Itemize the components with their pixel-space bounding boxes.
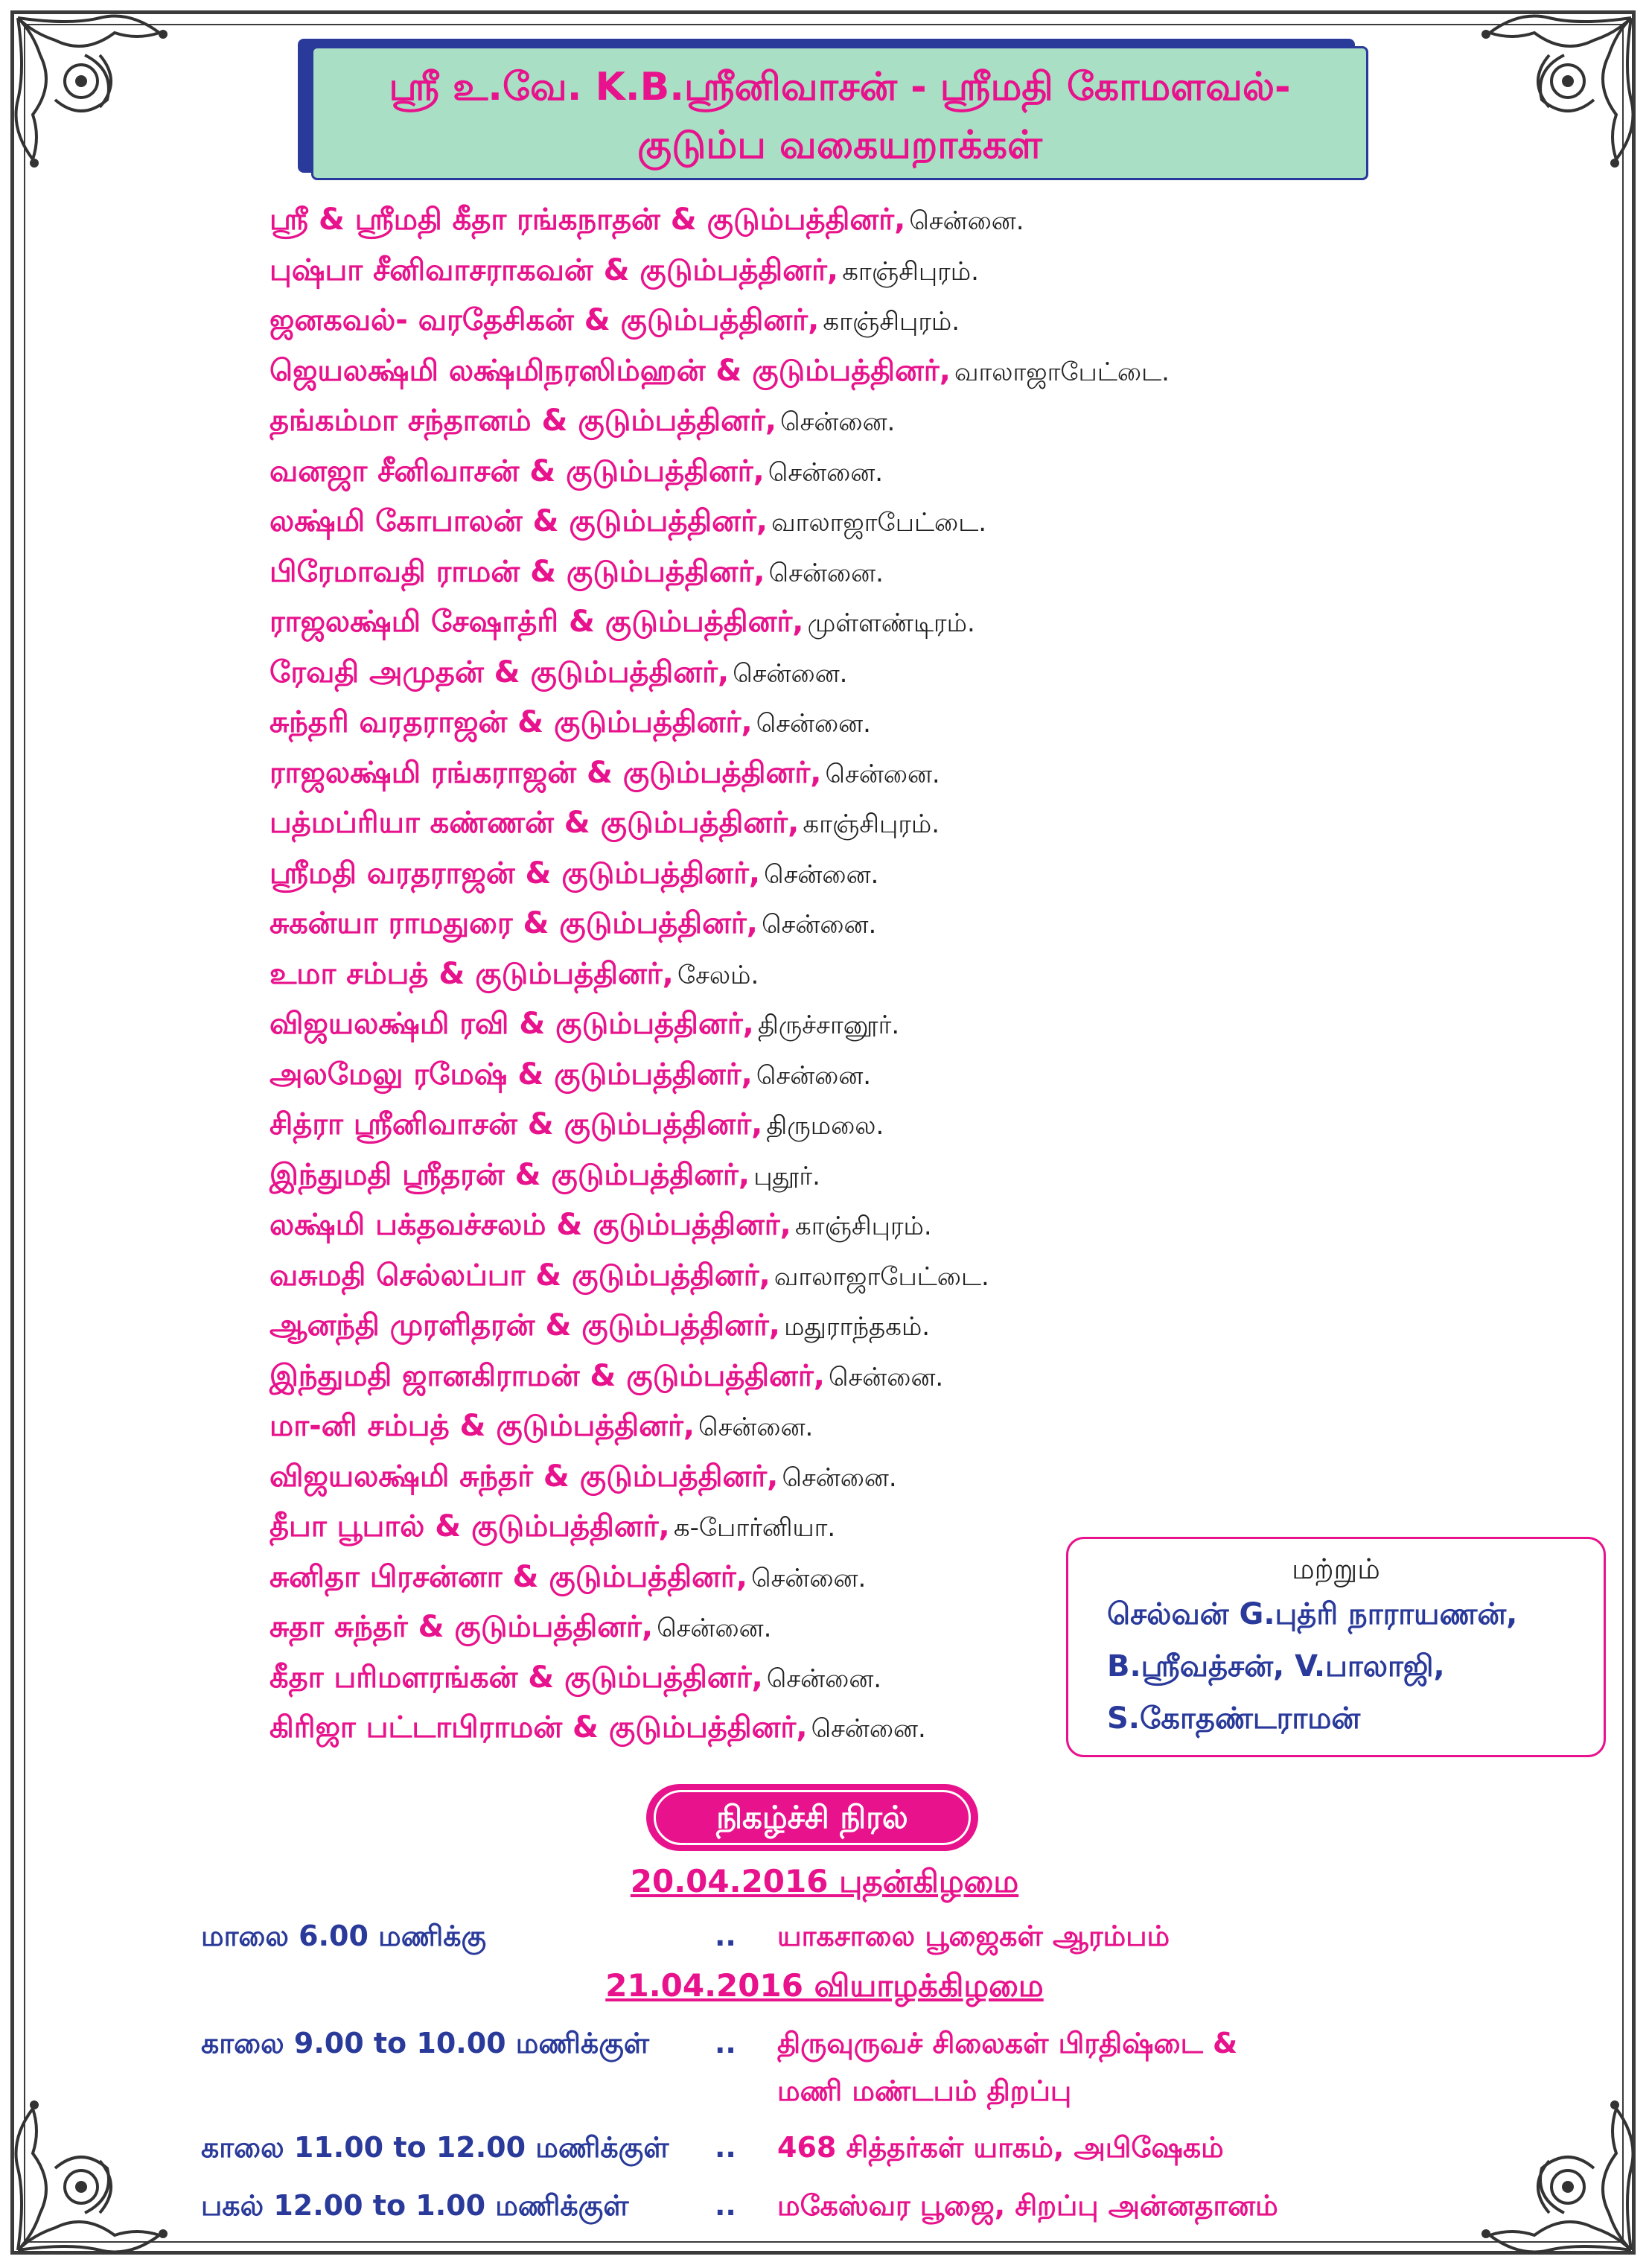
family-name: இந்துமதி ஸ்ரீதரன் & குடும்பத்தினர், bbox=[269, 1157, 750, 1192]
family-name: ஜெயலக்ஷ்மி லக்ஷ்மிநரஸிம்ஹன் & குடும்பத்தினர், bbox=[269, 353, 951, 388]
family-place: சென்னை. bbox=[782, 1462, 897, 1493]
schedule-event: மகேஸ்வர பூஜை, சிறப்பு அன்னதானம் bbox=[777, 2189, 1278, 2222]
family-place: சென்னை. bbox=[764, 859, 879, 890]
family-row bbox=[269, 1050, 1386, 1100]
family-place: மதுராந்தகம். bbox=[784, 1312, 931, 1342]
family-name: கிரிஜா பட்டாபிராமன் & குடும்பத்தினர், bbox=[269, 1710, 808, 1745]
family-name: வசுமதி செல்லப்பா & குடும்பத்தினர், bbox=[269, 1258, 771, 1293]
header-subtitle: குடும்ப வகையறாக்கள் bbox=[637, 123, 1042, 168]
family-place: முள்ளண்டிரம். bbox=[807, 608, 975, 638]
family-name: வனஜா சீனிவாசன் & குடும்பத்தினர், bbox=[269, 453, 765, 488]
family-place: திருச்சானூர். bbox=[757, 1010, 900, 1040]
family-name: விஜயலக்ஷ்மி சுந்தர் & குடும்பத்தினர், bbox=[269, 1459, 779, 1494]
schedule-time: பகல் 12.00 to 1.00 மணிக்குள் bbox=[201, 2189, 629, 2222]
schedule-event: 468 சித்தர்கள் யாகம், அபிஷேகம் bbox=[777, 2131, 1224, 2164]
family-place: சேலம். bbox=[677, 960, 759, 990]
family-name: லக்ஷ்மி கோபாலன் & குடும்பத்தினர், bbox=[269, 504, 768, 538]
family-name: ரேவதி அமுதன் & குடும்பத்தினர், bbox=[269, 654, 730, 689]
family-row bbox=[269, 396, 1386, 447]
family-name: கீதா பரிமளரங்கன் & குடும்பத்தினர், bbox=[269, 1660, 763, 1695]
family-name: அலமேலு ரமேஷ் & குடும்பத்தினர், bbox=[269, 1057, 753, 1092]
family-row bbox=[269, 1100, 1386, 1150]
family-place: சென்னை. bbox=[762, 910, 877, 940]
also-line-1: செல்வன் G.புத்ரி நாராயணன், bbox=[1107, 1597, 1518, 1631]
schedule-separator: .. bbox=[715, 2027, 736, 2060]
family-row bbox=[269, 1251, 1386, 1302]
family-name: ஸ்ரீமதி வரதராஜன் & குடும்பத்தினர், bbox=[269, 856, 761, 891]
program-badge bbox=[646, 1784, 978, 1851]
family-name: சுனிதா பிரசன்னா & குடும்பத்தினர், bbox=[269, 1559, 748, 1594]
family-name: ராஜலக்ஷ்மி சேஷாத்ரி & குடும்பத்தினர், bbox=[269, 605, 804, 639]
family-row bbox=[269, 698, 1386, 748]
corner-ornament-icon bbox=[1452, 2071, 1639, 2258]
schedule-time: மாலை 6.00 மணிக்கு bbox=[201, 1920, 487, 1952]
family-row bbox=[269, 547, 1386, 598]
schedule-event-continued: மணி மண்டபம் திறப்பு bbox=[777, 2074, 1072, 2107]
family-place: காஞ்சிபுரம். bbox=[803, 809, 940, 839]
family-place: சென்னை. bbox=[780, 407, 896, 437]
family-place: சென்னை. bbox=[756, 1060, 872, 1091]
schedule-event: திருவுருவச் சிலைகள் பிரதிஷ்டை & bbox=[777, 2027, 1238, 2060]
family-name: ஸ்ரீ & ஸ்ரீமதி கீதா ரங்கநாதன் & குடும்பத்தினர், bbox=[269, 203, 906, 237]
family-name: ஜனகவல்- வரதேசிகன் & குடும்பத்தினர், bbox=[269, 303, 820, 337]
schedule-time: காலை 9.00 to 10.00 மணிக்குள் bbox=[201, 2027, 650, 2060]
family-row bbox=[269, 1452, 1386, 1503]
schedule-event: யாகசாலை பூஜைகள் ஆரம்பம் bbox=[777, 1920, 1170, 1952]
also-line-3: S.கோதண்டராமன் bbox=[1107, 1701, 1361, 1736]
day1-date: 20.04.2016 புதன்கிழமை bbox=[630, 1863, 1019, 1899]
day2-date: 21.04.2016 வியாழக்கிழமை bbox=[605, 1967, 1044, 2004]
family-place: திருமலை. bbox=[766, 1111, 884, 1141]
schedule-separator: .. bbox=[715, 2131, 736, 2164]
family-row bbox=[269, 1301, 1386, 1351]
family-name: தீபா பூபால் & குடும்பத்தினர், bbox=[269, 1509, 670, 1544]
family-name: சுந்தரி வரதராஜன் & குடும்பத்தினர், bbox=[269, 705, 753, 739]
family-name: லக்ஷ்மி பக்தவச்சலம் & குடும்பத்தினர், bbox=[269, 1208, 791, 1242]
family-row bbox=[269, 346, 1386, 397]
program-badge-label: நிகழ்ச்சி நிரல் bbox=[654, 1790, 971, 1845]
corner-ornament-icon bbox=[1452, 10, 1639, 197]
family-name: சுகன்யா ராமதுரை & குடும்பத்தினர், bbox=[269, 906, 758, 940]
family-list bbox=[269, 195, 1386, 1753]
family-row bbox=[269, 648, 1386, 698]
family-name: இந்துமதி ஜானகிராமன் & குடும்பத்தினர், bbox=[269, 1358, 825, 1393]
family-name: பத்மப்ரியா கண்ணன் & குடும்பத்தினர், bbox=[269, 806, 800, 840]
family-place: சென்னை. bbox=[829, 1362, 944, 1392]
family-place: சென்னை. bbox=[751, 1563, 867, 1593]
family-place: சென்னை. bbox=[657, 1614, 772, 1643]
family-place: வாலாஜாபேட்டை. bbox=[774, 1261, 989, 1292]
family-place: சென்னை. bbox=[733, 658, 848, 689]
family-name: புஷ்பா சீனிவாசராகவன் & குடும்பத்தினர், bbox=[269, 252, 839, 287]
family-row bbox=[269, 1351, 1386, 1402]
family-place: புதூர். bbox=[753, 1161, 820, 1191]
family-place: சென்னை. bbox=[756, 709, 871, 739]
family-place: வாலாஜாபேட்டை. bbox=[954, 357, 1170, 387]
family-name: சுதா சுந்தர் & குடும்பத்தினர், bbox=[269, 1610, 654, 1644]
family-place: காஞ்சிபுரம். bbox=[823, 307, 960, 337]
family-row bbox=[269, 899, 1386, 949]
family-row bbox=[269, 748, 1386, 799]
family-place: காஞ்சிபுரம். bbox=[794, 1211, 932, 1241]
also-box bbox=[1066, 1537, 1606, 1757]
family-place: சென்னை. bbox=[825, 759, 940, 789]
family-place: சென்னை. bbox=[766, 1663, 882, 1694]
family-row bbox=[269, 246, 1386, 296]
also-line-2: B.ஸ்ரீவத்சன், V.பாலாஜி, bbox=[1107, 1649, 1445, 1684]
header-box bbox=[311, 46, 1368, 180]
schedule-time: காலை 11.00 to 12.00 மணிக்குள் bbox=[201, 2131, 669, 2164]
family-row bbox=[269, 447, 1386, 497]
family-row bbox=[269, 497, 1386, 547]
header-title: ஸ்ரீ உ.வே. K.B.ஸ்ரீனிவாசன் - ஸ்ரீமதி கோமளவல்- bbox=[389, 65, 1291, 109]
family-place: சென்னை. bbox=[698, 1412, 814, 1442]
family-row bbox=[269, 798, 1386, 849]
family-place: க-போர்னியா. bbox=[673, 1513, 836, 1543]
family-name: பிரேமாவதி ராமன் & குடும்பத்தினர், bbox=[269, 554, 765, 589]
family-place: சென்னை. bbox=[811, 1714, 926, 1744]
family-row bbox=[269, 296, 1386, 346]
family-place: சென்னை. bbox=[768, 558, 884, 588]
family-place: சென்னை. bbox=[768, 457, 884, 488]
family-row bbox=[269, 597, 1386, 648]
family-name: மா-னி சம்பத் & குடும்பத்தினர், bbox=[269, 1409, 695, 1443]
family-row bbox=[269, 999, 1386, 1050]
family-name: விஜயலக்ஷ்மி ரவி & குடும்பத்தினர், bbox=[269, 1007, 754, 1041]
also-heading: மற்றும் bbox=[1292, 1552, 1380, 1585]
family-name: ராஜலக்ஷ்மி ரங்கராஜன் & குடும்பத்தினர், bbox=[269, 755, 822, 790]
family-row bbox=[269, 1200, 1386, 1251]
family-row bbox=[269, 195, 1386, 246]
schedule-separator: .. bbox=[715, 1920, 736, 1952]
family-row bbox=[269, 1401, 1386, 1452]
corner-ornament-icon bbox=[10, 2071, 197, 2258]
family-name: சித்ரா ஸ்ரீனிவாசன் & குடும்பத்தினர், bbox=[269, 1107, 763, 1141]
family-name: உமா சம்பத் & குடும்பத்தினர், bbox=[269, 956, 674, 991]
family-name: தங்கம்மா சந்தானம் & குடும்பத்தினர், bbox=[269, 404, 777, 438]
family-row bbox=[269, 1150, 1386, 1201]
family-row bbox=[269, 849, 1386, 899]
family-name: ஆனந்தி முரளிதரன் & குடும்பத்தினர், bbox=[269, 1308, 780, 1342]
family-place: சென்னை. bbox=[909, 206, 1024, 236]
family-row bbox=[269, 949, 1386, 1000]
corner-ornament-icon bbox=[10, 10, 197, 197]
family-place: காஞ்சிபுரம். bbox=[842, 256, 979, 287]
family-place: வாலாஜாபேட்டை. bbox=[771, 508, 987, 538]
schedule-separator: .. bbox=[715, 2189, 736, 2222]
